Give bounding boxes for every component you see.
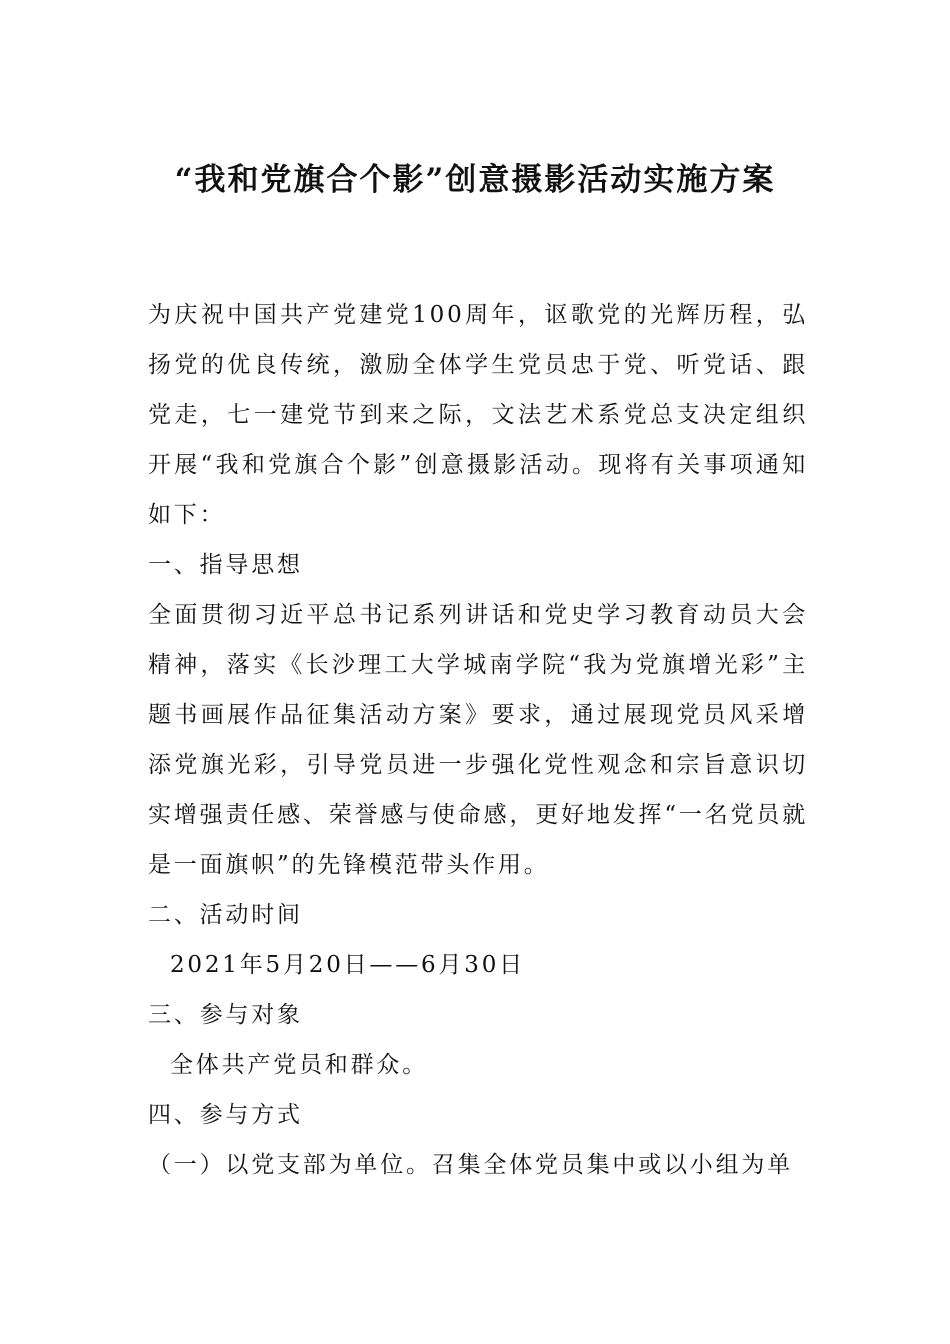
intro-paragraph: 为庆祝中国共产党建党100周年，讴歌党的光辉历程，弘扬党的优良传统，激励全体学生党员忠于党、听党话、跟党走，七一建党节到来之际，文法艺术系党总支决定组织开展“我和党旗合个影”创意摄影活动。现将有关事项通知如下： bbox=[148, 302, 808, 528]
section-heading-guiding-ideology: 一、指导思想 bbox=[148, 552, 303, 578]
document-body bbox=[148, 290, 808, 1190]
section-heading-activity-time: 二、活动时间 bbox=[148, 902, 303, 928]
section-heading-participation-method: 四、参与方式 bbox=[148, 1102, 303, 1128]
participation-method-item-1: （一）以党支部为单位。召集全体党员集中或以小组为单 bbox=[148, 1152, 793, 1178]
participants-text: 全体共产党员和群众。 bbox=[170, 1052, 428, 1078]
document-title: “我和党旗合个影”创意摄影活动实施方案 bbox=[174, 162, 776, 198]
section-heading-participants: 三、参与对象 bbox=[148, 1002, 303, 1028]
guiding-ideology-paragraph: 全面贯彻习近平总书记系列讲话和党史学习教育动员大会精神，落实《长沙理工大学城南学院“我为党旗增光彩”主题书画展作品征集活动方案》要求，通过展现党员风采增添党旗光彩，引导党员进一步强化党性观念和宗旨意识切实增强责任感、荣誉感与使命感，更好地发挥“一名党员就是一面旗帜”的先锋模范带头作用。 bbox=[148, 602, 808, 878]
activity-time-text: 2021年5月20日——6月30日 bbox=[170, 952, 525, 978]
